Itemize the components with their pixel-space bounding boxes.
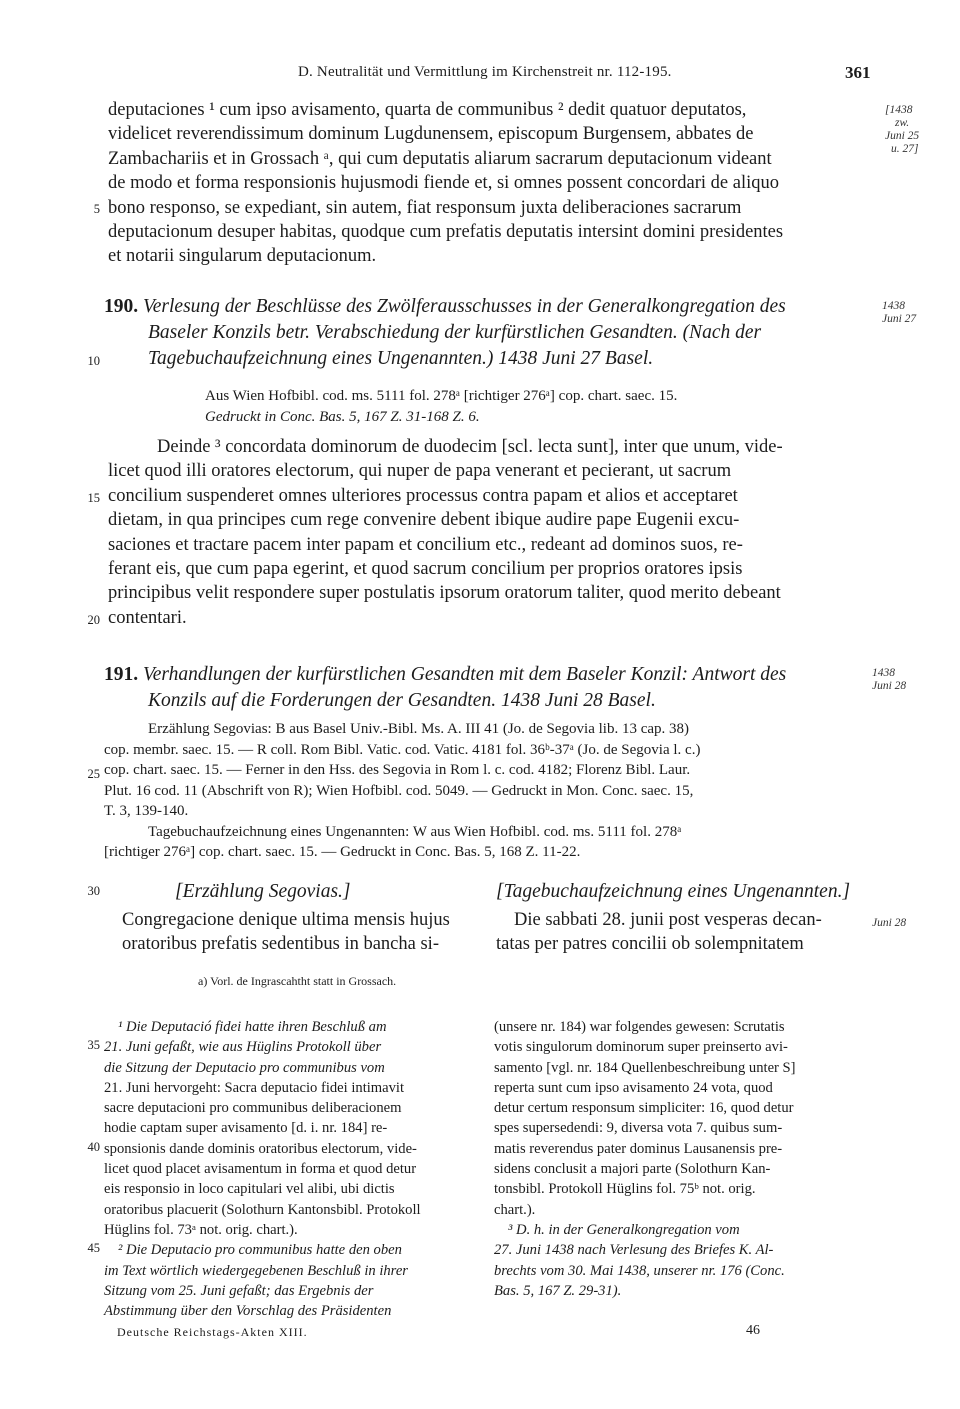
line-number: 20 [87, 613, 100, 627]
footnote-line: Abstimmung über den Vorschlag des Präsidenten [104, 1303, 392, 1320]
line-number: 30 [87, 884, 100, 898]
footnote-line: sponsionis dande dominis oratoribus electorum, vide- [104, 1140, 417, 1157]
footnote-line: Sitzung vom 25. Juni gefaßt; das Ergebnis der [104, 1282, 374, 1299]
sheet-number: 46 [746, 1323, 760, 1338]
source-line: Tagebuchaufzeichnung eines Ungenannten: W aus Wien Hofbibl. cod. ms. 5111 fol. 278ᵃ [148, 823, 682, 840]
printer-signature: Deutsche Reichstags-Akten XIII. [117, 1325, 308, 1339]
footnote-line: ³ D. h. in der Generalkongregation vom [508, 1221, 740, 1238]
heading-line: Tagebuchaufzeichnung eines Ungenannten.) 1438 Juni 27 Basel. [148, 348, 654, 369]
document-heading-191 [104, 662, 874, 714]
left-column-title: [Erzählung Segovias.] [175, 881, 351, 902]
source-line: Gedruckt in Conc. Bas. 5, 167 Z. 31-168 Z. 6. [205, 408, 480, 425]
footnote-line: brechts vom 30. Mai 1438, unserer nr. 176 (Conc. [494, 1262, 785, 1279]
footnote-line: ² Die Deputacio pro communibus hatte den oben [118, 1242, 402, 1259]
text-line: Die sabbati 28. junii post vesperas decan- [514, 910, 822, 930]
heading-line: Konzils auf die Forderungen der Gesandten. 1438 Juni 28 Basel. [148, 690, 656, 711]
footnote-line: Bas. 5, 167 Z. 29-31). [494, 1282, 622, 1299]
text-line: et notarii singularum deputacionum. [108, 246, 377, 267]
footnote-line: detur certum responsum simpliciter: 16, quod detur [494, 1100, 794, 1117]
line-number: 15 [87, 491, 100, 505]
running-header: D. Neutralität und Vermittlung im Kirchenstreit nr. 112-195. [298, 64, 672, 80]
heading-line: Verlesung der Beschlüsse des Zwölferausschusses in der Generalkongregation des [143, 296, 786, 317]
footnote-line: ¹ Die Deputació fidei hatte ihren Beschluß am [118, 1019, 387, 1035]
footnotes-left-column [104, 1017, 476, 1321]
footnote-line: sidens conclusit a majori parte (Solothurn Kan- [494, 1161, 771, 1178]
text-line: licet quod illi oratores electorum, qui nuper de papa venerant et pecierant, ut sacrum [108, 461, 732, 482]
footnote-line: Hüglins fol. 73ᵃ not. orig. chart.). [104, 1221, 298, 1238]
text-line: videlicet reverendissimum dominum Lugdunensem, episcopum Burgensem, abbates de [108, 124, 754, 145]
right-column-title: [Tagebuchaufzeichnung eines Ungenannten.] [496, 881, 851, 902]
source-line: Aus Wien Hofbibl. cod. ms. 5111 fol. 278ᵃ [richtiger 276ᵃ] cop. chart. saec. 15. [205, 388, 678, 404]
margin-date: Juni 28 [872, 917, 907, 929]
footnote-line: licet quod placet avisamentum in forma et quod detur [104, 1161, 417, 1178]
text-line: saciones et tractare pacem inter papam et concilium etc., redeant ad dominos suos, re- [108, 534, 743, 555]
footnote-line: matis reverendus pater dominus Lausanensis pre- [494, 1140, 783, 1157]
source-line: Erzählung Segovias: B aus Basel Univ.-Bibl. Ms. A. III 41 (Jo. de Segovia lib. 13 cap. 38) [148, 721, 690, 737]
footnotes-right-column [494, 1017, 866, 1301]
line-number: 35 [87, 1038, 100, 1052]
text-line: de modo et forma responsionis hujusmodi fiende et, si omnes possent concordari de aliquo [108, 173, 780, 194]
margin-date: 1438 Juni 28 [872, 667, 907, 692]
line-number: 40 [87, 1140, 100, 1154]
footnote-line: eis responsio in loco capitulari vel alibi, ubi dictis [104, 1181, 395, 1198]
source-description [205, 386, 865, 427]
document-number: 191. [104, 664, 139, 685]
text-line: tatas per patres concilii ob solempnitatem [496, 934, 804, 955]
document-text-190 [108, 435, 871, 630]
source-line: [richtiger 276ᵃ] cop. chart. saec. 15. — Gedruckt in Conc. Bas. 5, 168 Z. 11-22. [104, 844, 581, 860]
footnote-line: 27. Juni 1438 nach Verlesung des Briefes K. Al- [494, 1242, 774, 1259]
source-line: T. 3, 139-140. [104, 803, 189, 819]
source-line: cop. chart. saec. 15. — Ferner in den Hss. des Segovia in Rom l. c. cod. 4182; Florenz Bibl. Laur. [104, 762, 691, 778]
text-line: oratoribus prefatis sedentibus in bancha si- [122, 934, 439, 955]
text-line: deputaciones ¹ cum ipso avisamento, quarta de communibus ² dedit quatuor deputatos, [108, 100, 747, 120]
intro-paragraph [108, 98, 871, 269]
text-line: dietam, in qua principes cum rege convenire debent ibique audire pape Eugenii excu- [108, 510, 740, 531]
line-number: 45 [87, 1241, 100, 1255]
footnote-line: 21. Juni hervorgeht: Sacra deputacio fidei intimavit [104, 1079, 405, 1096]
text-line: Congregacione denique ultima mensis hujus [122, 910, 450, 930]
source-line: Plut. 16 cod. 11 (Abschrift von R); Wien Hofbibl. cod. 5049. — Gedruckt in Mon. Conc. saec. 15, [104, 782, 694, 799]
document-heading-190 [104, 294, 874, 372]
text-line: concilium suspenderet omnes ulteriores processus contra papam et alios et acceptaret [108, 485, 738, 506]
footnote-line: reperta sunt cum ipso avisamento 24 vota, quod [494, 1079, 773, 1096]
heading-line: Verhandlungen der kurfürstlichen Gesandten mit dem Baseler Konzil: Antwort des [143, 664, 787, 685]
critical-apparatus-note: a) Vorl. de Ingrascahtht statt in Grossach. [198, 974, 397, 988]
source-line: cop. membr. saec. 15. — R coll. Rom Bibl. Vatic. cod. Vatic. 4181 fol. 36ᵇ-37ᵃ (Jo. de Segovia l. c.) [104, 741, 701, 758]
footnote-line: die Sitzung der Deputacio pro communibus vom [104, 1059, 385, 1076]
footnote-line: (unsere nr. 184) war folgendes gewesen: Scrutatis [494, 1019, 785, 1035]
footnote-line: hodie captam super avisamento [d. i. nr. 184] re- [104, 1120, 388, 1137]
line-number: 10 [87, 354, 100, 368]
right-column-text [496, 908, 866, 957]
text-line: bono responso, se expediant, sin autem, fiat responsum juxta deliberaciones sacrarum [108, 197, 742, 218]
line-number: 5 [93, 202, 100, 216]
footnote-line: votis singulorum dominorum super preinserto avi- [494, 1039, 788, 1056]
document-number: 190. [104, 296, 139, 317]
text-line: deputacionum desuper habitas, quodque cum prefatis deputatis intersint domini presidentes [108, 222, 784, 243]
left-column-text [122, 908, 472, 957]
heading-line: Baseler Konzils betr. Verabschiedung der kurfürstlichen Gesandten. (Nach der [148, 322, 762, 343]
margin-date: [1438 zw. Juni 25 u. 27] [885, 104, 920, 155]
text-line: ferant eis, que cum papa egerint, et quod sacrum concilium per proprios oratores ipsis [108, 559, 743, 580]
footnote-line: oratoribus placuerit (Solothurn Kantonsbibl. Protokoll [104, 1201, 421, 1218]
footnote-line: samento [vgl. nr. 184 Quellenbeschreibung unter S] [494, 1059, 796, 1076]
source-description [104, 719, 874, 863]
page-number: 361 [845, 63, 871, 82]
footnote-line: 21. Juni gefaßt, wie aus Hüglins Protokoll über [104, 1039, 382, 1056]
footnote-line: chart.). [494, 1201, 536, 1218]
text-line: contentari. [108, 607, 187, 628]
footnote-line: im Text wörtlich wiedergegebenen Beschluß in ihrer [104, 1262, 408, 1279]
line-number: 25 [87, 767, 100, 781]
footnote-line: spes supersedendi: 9, diversa vota 7. quibus sum- [494, 1120, 783, 1137]
footnote-line: tonsbibl. Protokoll Hüglins fol. 75ᵇ not. orig. [494, 1181, 756, 1198]
margin-date: 1438 Juni 27 [882, 300, 917, 325]
text-line: Zambachariis et in Grossach ᵃ, qui cum deputatis aliarum sacrarum deputacionum videant [108, 148, 772, 169]
text-line: Deinde ³ concordata dominorum de duodecim [scl. lecta sunt], inter que unum, vide- [157, 437, 783, 457]
text-line: principibus velit respondere super postulatis ipsorum oratorum taliter, quod merito debeant [108, 583, 781, 604]
footnote-line: sacre deputacioni pro communibus deliberacionem [104, 1100, 402, 1117]
